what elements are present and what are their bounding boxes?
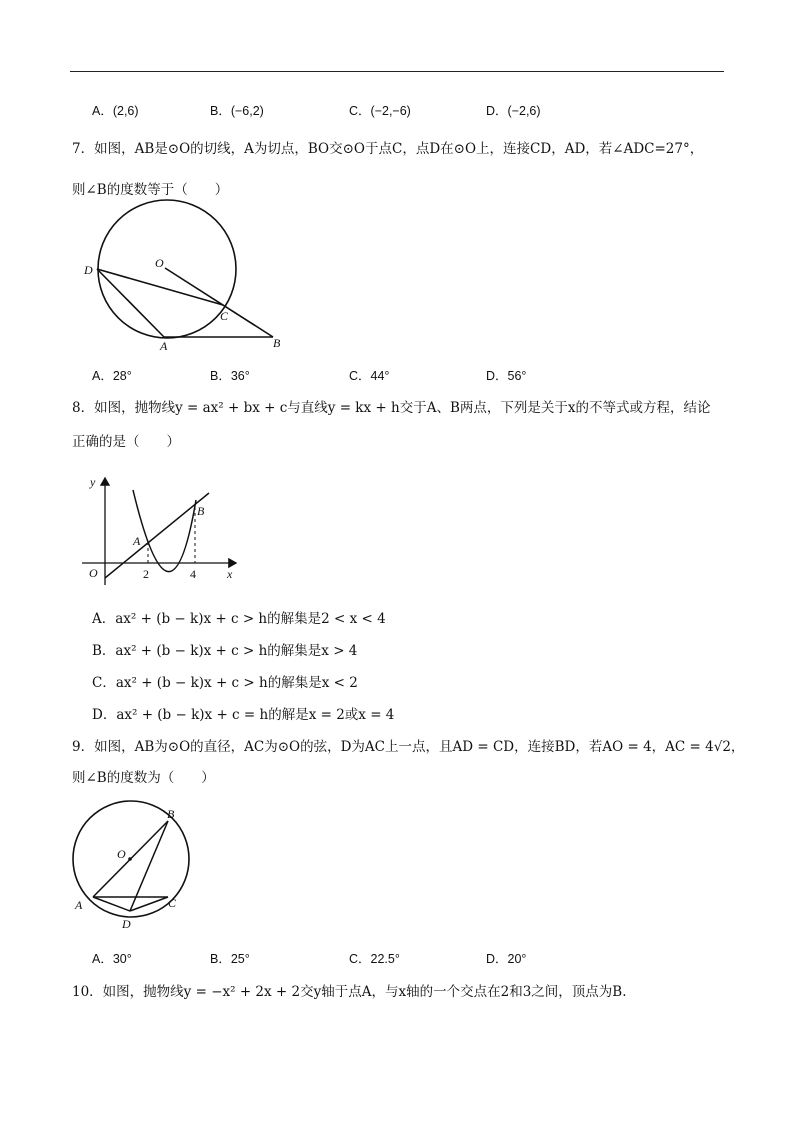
q7-option-d: D．56° [486,369,527,383]
q8-label-b: B [197,504,205,518]
q10-stem-line1: 10．如图，抛物线y = −x² + 2x + 2交y轴于点A，与x轴的一个交点在2和3之间，顶点为B. [72,984,627,1000]
q7-label-a: A [160,339,168,353]
q7-option-c: C．44° [349,369,390,383]
q6-option-c: C．(−2,−6) [349,104,411,118]
q9-option-c: C．22.5° [349,952,400,966]
q7-label-b: B [273,336,281,350]
q7-option-a: A．28° [92,369,132,383]
q7-option-b: B．36° [210,369,250,383]
q8-stem-line1: 8．如图，抛物线y = ax² + bx + c与直线y = kx + h交于A、B两点，下列是关于x的不等式或方程，结论 [72,400,711,416]
q8-stem-line2: 正确的是（ ） [72,434,180,450]
q8-tick-2: 2 [143,567,149,581]
q9-option-a: A．30° [92,952,132,966]
q9-label-b: B [167,807,175,821]
q7-label-d: D [84,263,93,277]
q9-option-b: B．25° [210,952,250,966]
q6-option-d: D．(−2,6) [486,104,541,118]
q8-label-o: O [89,566,98,580]
q8-option-b: B．ax² + (b − k)x + c > h的解集是x > 4 [92,643,358,659]
q8-option-c: C．ax² + (b − k)x + c > h的解集是x < 2 [92,675,358,691]
q9-label-o: O [117,847,126,861]
q9-stem-line2: 则∠B的度数为（ ） [72,770,215,786]
q8-option-a: A．ax² + (b − k)x + c > h的解集是2 < x < 4 [92,611,386,627]
q9-label-c: C [168,896,177,910]
q7-stem-line1: 7．如图，AB是⊙O的切线，A为切点，BO交⊙O于点C，点D在⊙O上，连接CD，AD，若∠ADC=27°， [72,141,704,157]
q7-label-c: C [220,309,229,323]
q8-option-d: D．ax² + (b − k)x + c = h的解是x = 2或x = 4 [92,707,395,723]
q9-label-a: A [75,898,83,912]
q9-label-d: D [122,917,131,931]
q7-label-o: O [155,256,164,270]
q6-option-a: A．(2,6) [92,104,139,118]
q8-label-y: y [90,475,96,489]
q9-option-d: D．20° [486,952,527,966]
q8-tick-4: 4 [190,567,196,581]
q8-label-x: x [227,567,233,581]
q8-label-a: A [133,534,141,548]
q6-option-b: B．(−6,2) [210,104,264,118]
q7-stem-line2: 则∠B的度数等于（ ） [72,182,229,198]
q9-stem-line1: 9．如图，AB为⊙O的直径，AC为⊙O的弦，D为AC上一点，且AD = CD，连接BD，若AO = 4，AC = 4√2， [72,739,745,755]
